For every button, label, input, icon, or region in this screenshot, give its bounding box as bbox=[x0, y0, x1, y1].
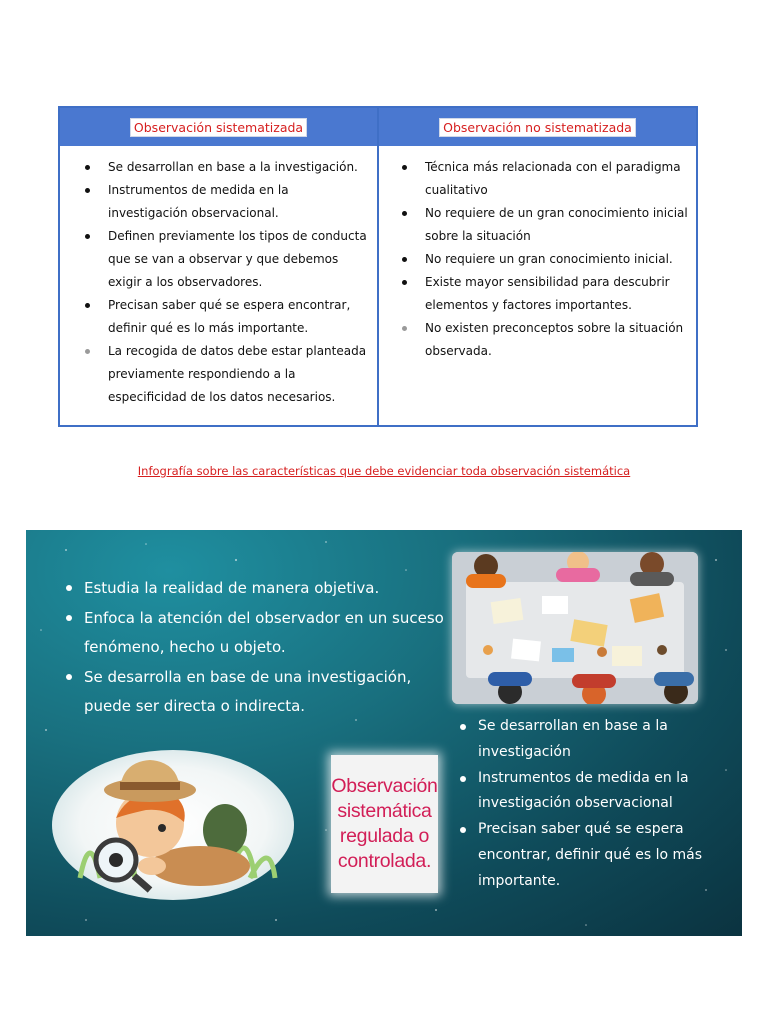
list-item: Instrumentos de medida en la investigación observacional. bbox=[82, 179, 371, 225]
header-no-sistematizada: Observación no sistematizada bbox=[439, 118, 636, 137]
explorer-kid-image bbox=[50, 748, 296, 902]
column-no-sistematizada bbox=[377, 108, 696, 425]
list-item: Estudia la realidad de manera objetiva. bbox=[60, 574, 450, 604]
header-sistematizada: Observación sistematizada bbox=[130, 118, 307, 137]
column-sistematizada bbox=[60, 108, 377, 425]
characteristics-list bbox=[60, 574, 450, 722]
column-body bbox=[379, 146, 696, 363]
observation-label-box bbox=[331, 755, 438, 893]
list-item: Existe mayor sensibilidad para descubrir elementos y factores importantes. bbox=[399, 271, 690, 317]
meeting-image bbox=[452, 552, 698, 704]
list-item: Se desarrolla en base de una investigación, puede ser directa o indirecta. bbox=[60, 663, 450, 722]
list-item: No existen preconceptos sobre la situación observada. bbox=[399, 317, 690, 363]
comparison-table bbox=[58, 106, 698, 427]
list-item: Definen previamente los tipos de conducta que se van a observar y que debemos exigir a los observadores. bbox=[82, 225, 371, 294]
column-header bbox=[379, 108, 696, 146]
list-item: Precisan saber qué se espera encontrar, definir qué es lo más importante. bbox=[454, 817, 734, 894]
list-item: Se desarrollan en base a la investigación. bbox=[82, 156, 371, 179]
list-item: No requiere de un gran conocimiento inicial sobre la situación bbox=[399, 202, 690, 248]
column-header bbox=[60, 108, 377, 146]
characteristics-list-secondary bbox=[454, 714, 734, 895]
bullet-list bbox=[399, 156, 690, 363]
list-item: Precisan saber qué se espera encontrar, definir qué es lo más importante. bbox=[82, 294, 371, 340]
list-item: Técnica más relacionada con el paradigma cualitativo bbox=[399, 156, 690, 202]
bullet-list bbox=[82, 156, 371, 409]
observation-label: Observación sistemática regulada o controlada. bbox=[331, 775, 438, 872]
list-item: La recogida de datos debe estar planteada previamente respondiendo a la especificidad de los datos necesarios. bbox=[82, 340, 371, 409]
list-item: Instrumentos de medida en la investigación observacional bbox=[454, 766, 734, 818]
infographic-caption[interactable]: Infografía sobre las características que debe evidenciar toda observación sistemática bbox=[137, 464, 631, 478]
meeting-illustration bbox=[452, 552, 698, 704]
column-body bbox=[60, 146, 377, 409]
infographic bbox=[26, 530, 742, 936]
list-item: Enfoca la atención del observador en un suceso fenómeno, hecho u objeto. bbox=[60, 604, 450, 663]
list-item: No requiere un gran conocimiento inicial. bbox=[399, 248, 690, 271]
list-item: Se desarrollan en base a la investigación bbox=[454, 714, 734, 766]
explorer-kid-illustration bbox=[50, 748, 296, 902]
